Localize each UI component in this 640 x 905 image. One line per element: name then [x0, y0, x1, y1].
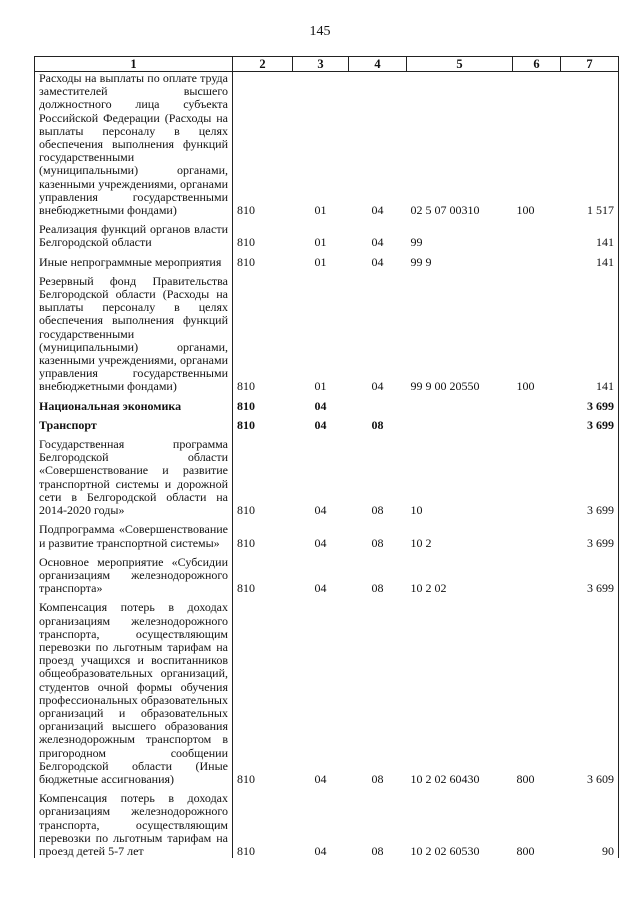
col4-cell: 08 [371, 843, 384, 858]
col3-cell: 01 [314, 203, 327, 218]
col5-cell: 10 2 02 [410, 581, 447, 596]
row-name: Государственная программа Белгородской области «Совершенствование и развитие транспортной системы и дорожной сети в Белгородской области на 2014-2020 годы» [35, 432, 233, 517]
col7-cell: 1 517 [561, 72, 619, 218]
col5-cell: 10 2 02 60430 [410, 771, 480, 786]
col6-cell [513, 250, 561, 269]
table-row [35, 786, 619, 858]
col7-cell: 3 699 [561, 432, 619, 517]
col7-cell: 3 609 [561, 595, 619, 786]
col2-cell: 810 [237, 581, 255, 596]
col3-cell: 04 [314, 398, 327, 413]
col4-cell: 08 [371, 535, 384, 550]
table-row [35, 269, 619, 394]
col7-cell: 141 [561, 217, 619, 249]
col5-cell: 99 [410, 235, 423, 250]
col3-cell: 04 [314, 503, 327, 518]
col3-cell: 04 [314, 535, 327, 550]
col3-cell: 01 [314, 379, 327, 394]
col6-cell [513, 217, 561, 249]
col7-cell: 3 699 [561, 413, 619, 432]
col7-cell: 90 [561, 786, 619, 858]
col6-cell: 800 [516, 843, 535, 858]
col4-cell: 08 [371, 581, 384, 596]
col7-cell: 141 [561, 269, 619, 394]
col-header: 7 [561, 57, 619, 72]
col-header: 5 [407, 57, 513, 72]
col6-cell [513, 394, 561, 413]
table-row [35, 517, 619, 549]
col4-cell: 04 [371, 379, 384, 394]
col5-cell: 10 2 [410, 535, 432, 550]
col6-cell [513, 432, 561, 517]
col-header: 2 [233, 57, 293, 72]
col4-cell [349, 394, 407, 413]
col3-cell: 04 [314, 843, 327, 858]
col7-cell: 3 699 [561, 550, 619, 596]
col7-cell: 3 699 [561, 394, 619, 413]
table-row [35, 432, 619, 517]
col2-cell: 810 [237, 379, 255, 394]
row-name: Компенсация потерь в доходах организациям железнодорожного транспорта, осуществляющим перевозки по льготным тарифам на проезд детей 5-7 лет [35, 786, 233, 858]
col3-cell: 04 [314, 771, 327, 786]
col4-cell: 08 [371, 503, 384, 518]
col6-cell: 100 [516, 379, 535, 394]
col6-cell: 100 [516, 203, 535, 218]
col5-cell [407, 413, 513, 432]
row-name: Транспорт [35, 413, 233, 432]
row-name: Резервный фонд Правительства Белгородской области (Расходы на выплаты персоналу в целях обеспечения выполнения функций государственными (муниципальными) органами, казенными учреждениями, органами управления государственными внебюджетными фондами) [35, 269, 233, 394]
col5-cell: 99 9 [410, 254, 432, 269]
col3-cell: 04 [314, 581, 327, 596]
col5-cell: 02 5 07 00310 [410, 203, 480, 218]
col6-cell [513, 550, 561, 596]
page-number: 145 [309, 24, 331, 39]
table-row [35, 413, 619, 432]
col7-cell: 3 699 [561, 517, 619, 549]
table-row [35, 595, 619, 786]
col7-cell: 141 [561, 250, 619, 269]
col4-cell: 04 [371, 254, 384, 269]
col-header: 1 [35, 57, 233, 72]
col-header: 3 [293, 57, 349, 72]
col2-cell: 810 [237, 843, 255, 858]
col5-cell [407, 394, 513, 413]
col4-cell: 04 [371, 235, 384, 250]
row-name: Национальная экономика [35, 394, 233, 413]
col6-cell [513, 413, 561, 432]
table-row [35, 550, 619, 596]
table-row [35, 250, 619, 269]
col2-cell: 810 [237, 203, 255, 218]
col5-cell: 99 9 00 20550 [410, 379, 480, 394]
col3-cell: 01 [314, 254, 327, 269]
row-name: Расходы на выплаты по оплате труда заместителей высшего должностного лица субъекта Российской Федерации (Расходы на выплаты персоналу в целях обеспечения выполнения функций государственными (муниципальными) органами, казенными учреждениями, органами управления государственными внебюджетными фондами) [35, 72, 233, 218]
col2-cell: 810 [237, 535, 255, 550]
col2-cell: 810 [237, 771, 255, 786]
col6-cell [513, 517, 561, 549]
row-name: Иные непрограммные мероприятия [35, 250, 233, 269]
col2-cell: 810 [237, 398, 255, 413]
col3-cell: 01 [314, 235, 327, 250]
table-row [35, 217, 619, 249]
col-header: 6 [513, 57, 561, 72]
row-name: Основное мероприятие «Субсидии организациям железнодорожного транспорта» [35, 550, 233, 596]
col4-cell: 08 [371, 771, 384, 786]
col2-cell: 810 [237, 235, 255, 250]
col-header: 4 [349, 57, 407, 72]
col4-cell: 04 [371, 203, 384, 218]
table-row [35, 72, 619, 218]
col2-cell: 810 [237, 417, 255, 432]
header-row [35, 57, 619, 72]
col5-cell: 10 2 02 60530 [410, 843, 480, 858]
col3-cell: 04 [314, 417, 327, 432]
row-name: Компенсация потерь в доходах организациям железнодорожного транспорта, осуществляющим перевозки по льготным тарифам на проезд учащихся и воспитанников общеобразовательных организаций, студентов очной формы обучения профессиональных образовательных организаций и образовательных организаций высшего образования железнодорожным транспортом в пригородном сообщении Белгородской области (Иные бюджетные ассигнования) [35, 595, 233, 786]
col2-cell: 810 [237, 254, 255, 269]
col6-cell: 800 [516, 771, 535, 786]
row-name: Реализация функций органов власти Белгородской области [35, 217, 233, 249]
col2-cell: 810 [237, 503, 255, 518]
col4-cell: 08 [371, 417, 384, 432]
col5-cell: 10 [410, 503, 423, 518]
row-name: Подпрограмма «Совершенствование и развитие транспортной системы» [35, 517, 233, 549]
table-row [35, 394, 619, 413]
budget-table [34, 56, 619, 858]
